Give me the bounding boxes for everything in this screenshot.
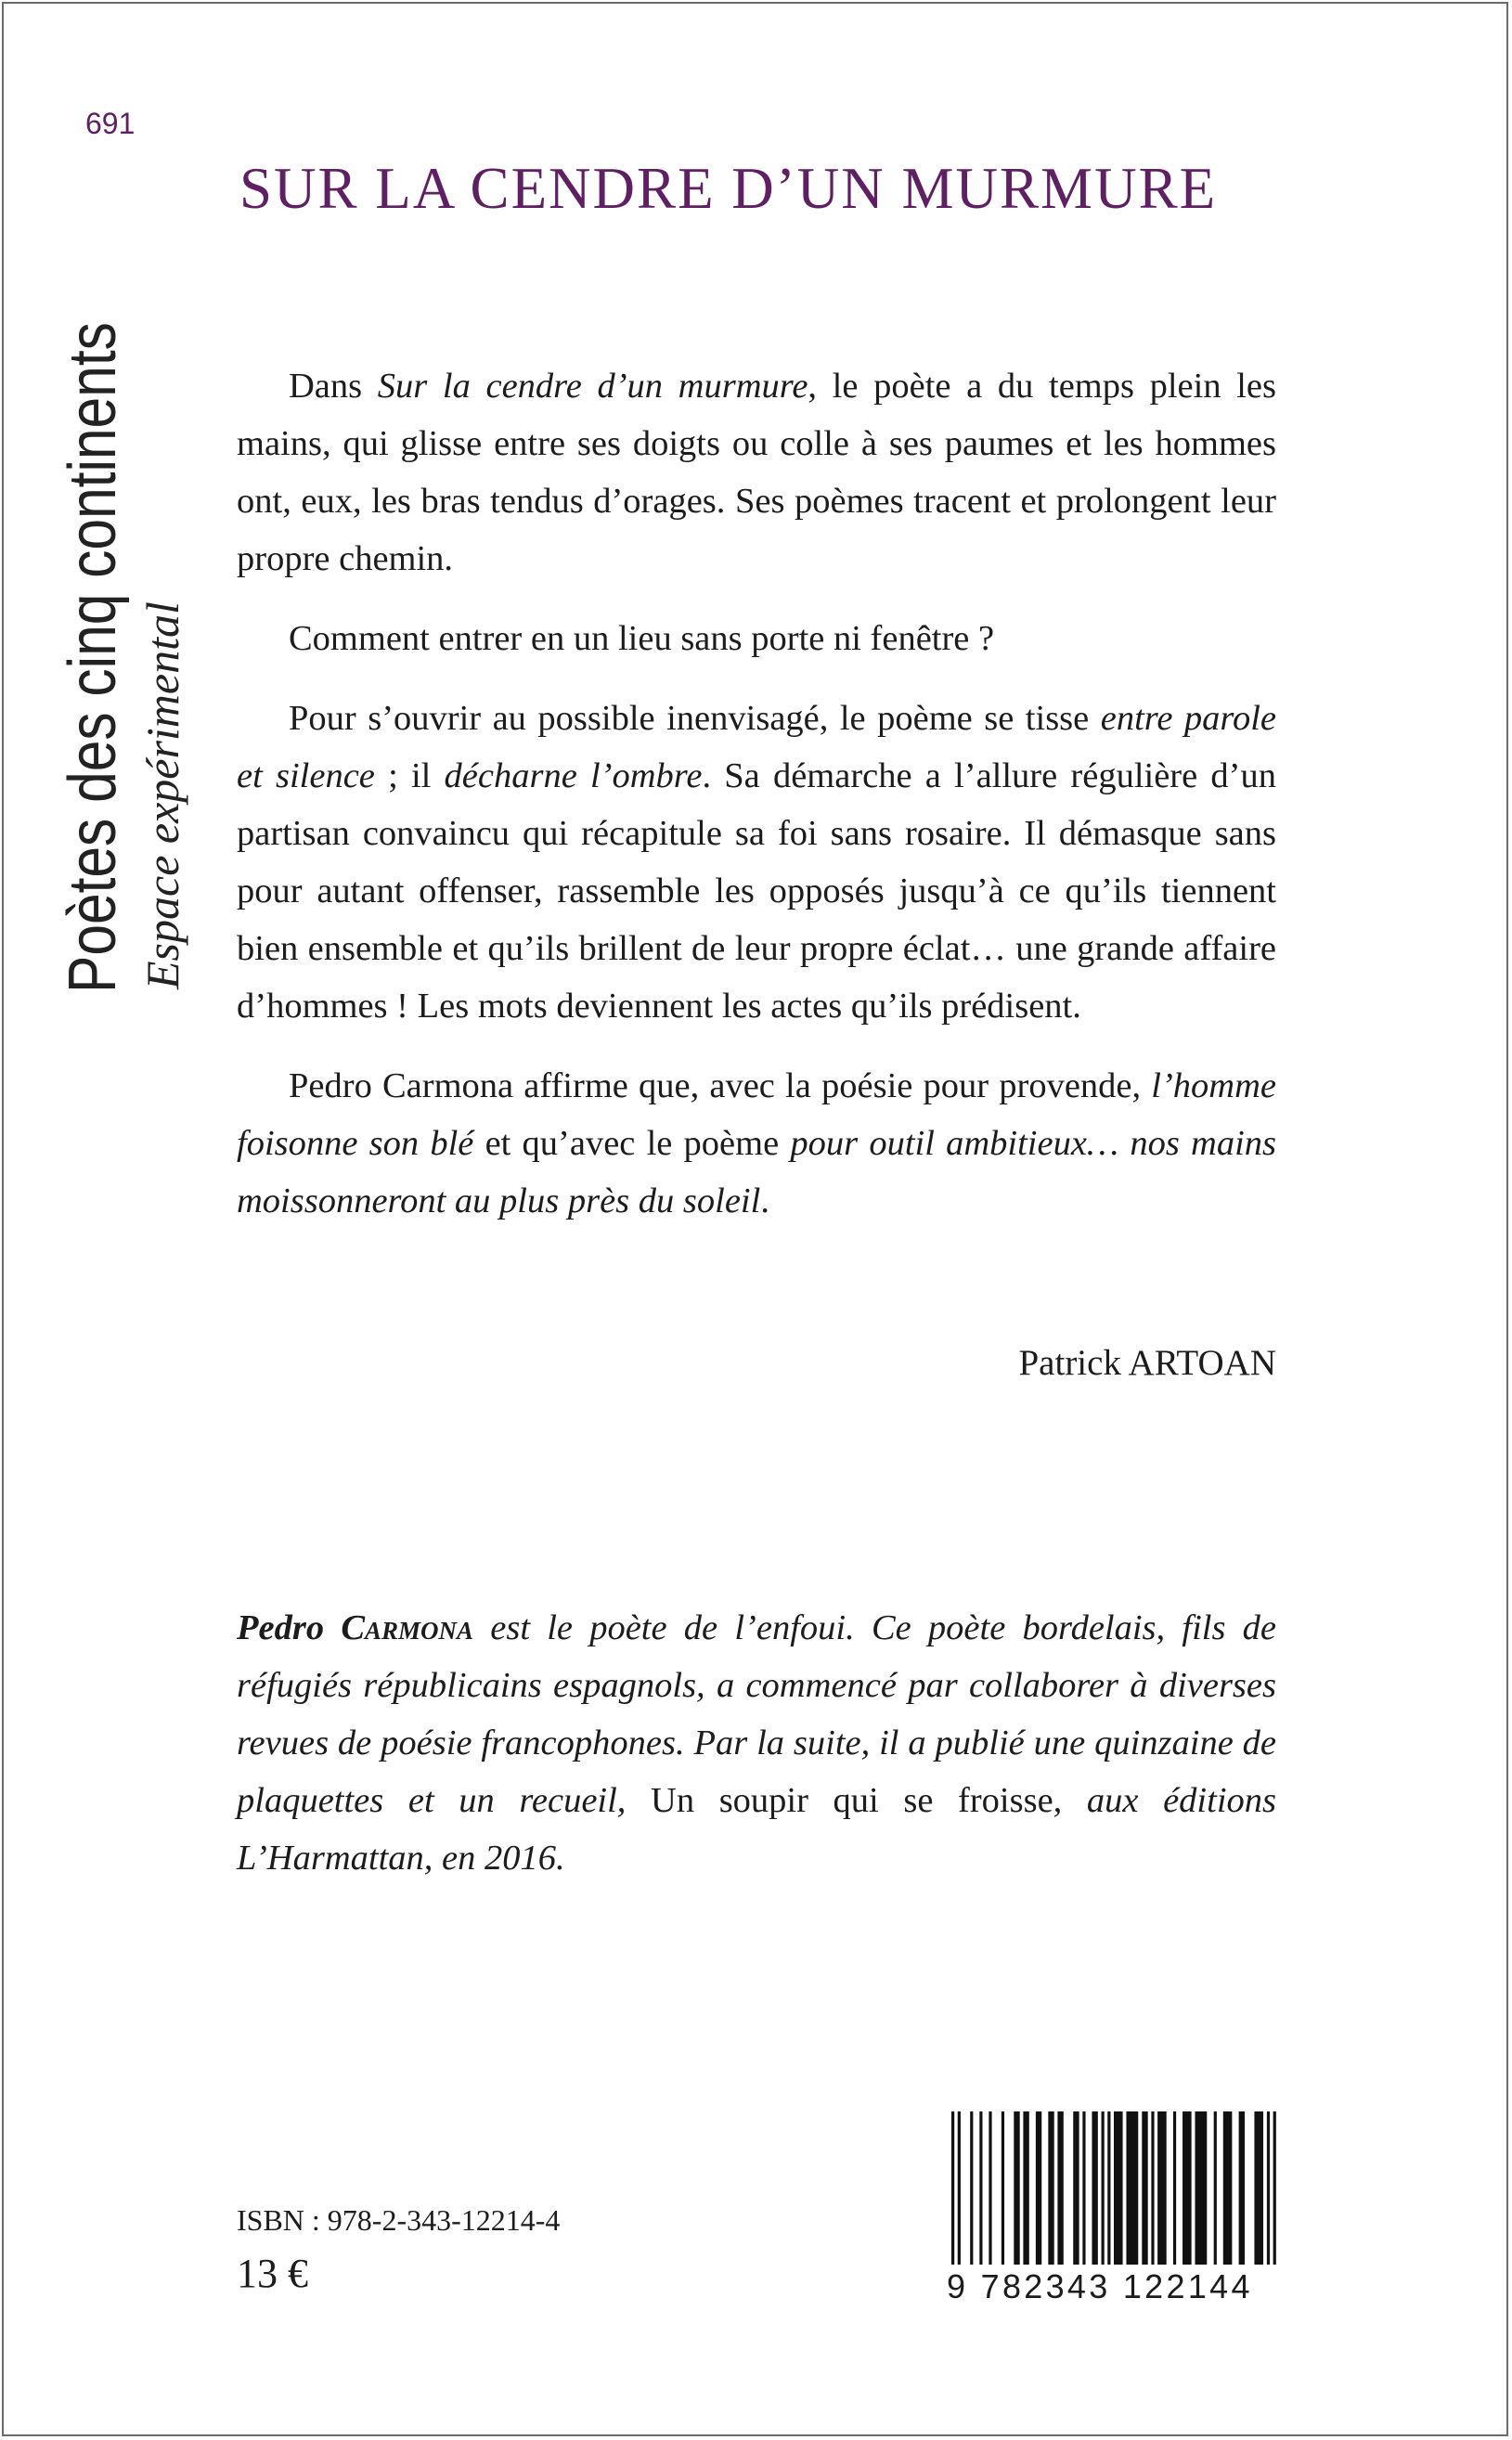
barcode-bar <box>1214 2111 1217 2265</box>
barcode-bar <box>1173 2111 1176 2265</box>
barcode-bar <box>1036 2111 1041 2265</box>
paragraph-2: Comment entrer en un lieu sans porte ni fenêtre ? <box>289 619 995 658</box>
barcode <box>947 2111 1281 2308</box>
italic-run: entre parole et silence <box>237 699 1277 795</box>
text-run: Pour s’ouvrir au possible inenvisagé, le poème se tisse <box>289 699 1101 738</box>
summary-text <box>237 357 1276 1252</box>
text-run: . Sa démarche a l’allure régulière d’un partisan convaincu qui récapitule sa foi sans rosaire. Il démasque sans pour autant offenser, rassemble les opposés jusqu’à ce qu’ils tiennent bien ensemble et qu’ils brillent de leur propre éclat… une grande affaire d’hommes ! Les mots deviennent les actes qu’ils prédisent. <box>237 756 1276 1026</box>
barcode-bar <box>1142 2111 1147 2265</box>
author-first-name: Pedro <box>237 1608 325 1647</box>
barcode-bar <box>1082 2111 1085 2265</box>
barcode-bar <box>1107 2111 1110 2265</box>
barcode-bar <box>1157 2111 1167 2265</box>
barcode-bar <box>1014 2111 1019 2265</box>
series-banner <box>51 176 190 993</box>
bio-text-1: est le poète de l’enfoui. Ce poète bordelais, fils de réfugiés républicains espagnols, a commencé par collaborer à diverses revues de poésie francophones. Par la suite, il a publié une quinzaine de plaquettes et un recueil, <box>237 1608 1276 1820</box>
barcode-bar <box>1126 2111 1138 2265</box>
text-run: , le poète a du temps plein les mains, qui glisse entre ses doigts ou colle à ses paumes et les hommes ont, eux, les bras tendus d’orages. Ses poèmes tracent et prolongent leur propre chemin. <box>237 367 1276 578</box>
italic-run: pour outil ambitieux… nos mains moissonneront au plus près du soleil <box>237 1124 1277 1220</box>
barcode-bar <box>1023 2111 1028 2265</box>
bio-book-title: Un soupir qui se froisse <box>651 1781 1053 1820</box>
barcode-bar <box>1254 2111 1263 2265</box>
barcode-bar <box>958 2111 961 2265</box>
barcode-bar <box>1239 2111 1245 2265</box>
text-run: Pedro Carmona affirme que, avec la poésie pour provende, <box>289 1066 1152 1105</box>
barcode-bar <box>1114 2111 1123 2265</box>
series-number: 691 <box>85 107 136 140</box>
author-bio <box>237 1599 1276 1887</box>
barcode-bar <box>1223 2111 1233 2265</box>
text-run: . <box>760 1181 769 1220</box>
series-subtitle: Espace expérimental <box>136 601 188 989</box>
barcode-bar <box>1151 2111 1154 2265</box>
barcode-bar <box>979 2111 982 2265</box>
barcode-digits: 9 782343 122144 <box>947 2267 1253 2305</box>
barcode-bar <box>1102 2111 1105 2265</box>
paragraph-3 <box>237 690 1276 1035</box>
italic-run: décharne l’ombre <box>444 756 703 795</box>
barcode-bar <box>1073 2111 1079 2265</box>
text-run: Dans <box>289 367 378 406</box>
paragraph-4 <box>237 1057 1276 1230</box>
barcode-bar <box>1195 2111 1208 2265</box>
text-run: et qu’avec le poème <box>473 1124 791 1163</box>
barcode-bar <box>989 2111 991 2265</box>
barcode-bar <box>1048 2111 1053 2265</box>
barcode-bar <box>1002 2111 1004 2265</box>
bio-text-2: , aux éditions L’Harmattan, en 2016. <box>237 1781 1277 1878</box>
paragraph-1 <box>237 357 1276 587</box>
book-title: SUR LA CENDRE D’UN MURMURE <box>239 156 1218 221</box>
barcode-bar <box>1273 2111 1276 2265</box>
series-name: Poètes des cinq continents <box>56 322 130 993</box>
barcode-bar <box>1092 2111 1097 2265</box>
barcode-bar <box>1182 2111 1192 2265</box>
barcode-bar <box>1267 2111 1270 2265</box>
barcode-bar <box>1057 2111 1063 2265</box>
summary-signature: Patrick ARTOAN <box>1018 1343 1276 1383</box>
barcode-bar <box>951 2111 954 2265</box>
italic-run: l’homme foisonne son blé <box>237 1066 1276 1163</box>
barcode-bar <box>970 2111 973 2265</box>
isbn: ISBN : 978-2-343-12214-4 <box>237 2203 561 2237</box>
author-last-name: Carmona <box>341 1608 474 1647</box>
price: 13 € <box>237 2251 308 2296</box>
italic-run: Sur la cendre d’un murmure <box>377 367 808 406</box>
text-run: ; il <box>374 756 445 795</box>
barcode-bars <box>947 2111 1281 2265</box>
